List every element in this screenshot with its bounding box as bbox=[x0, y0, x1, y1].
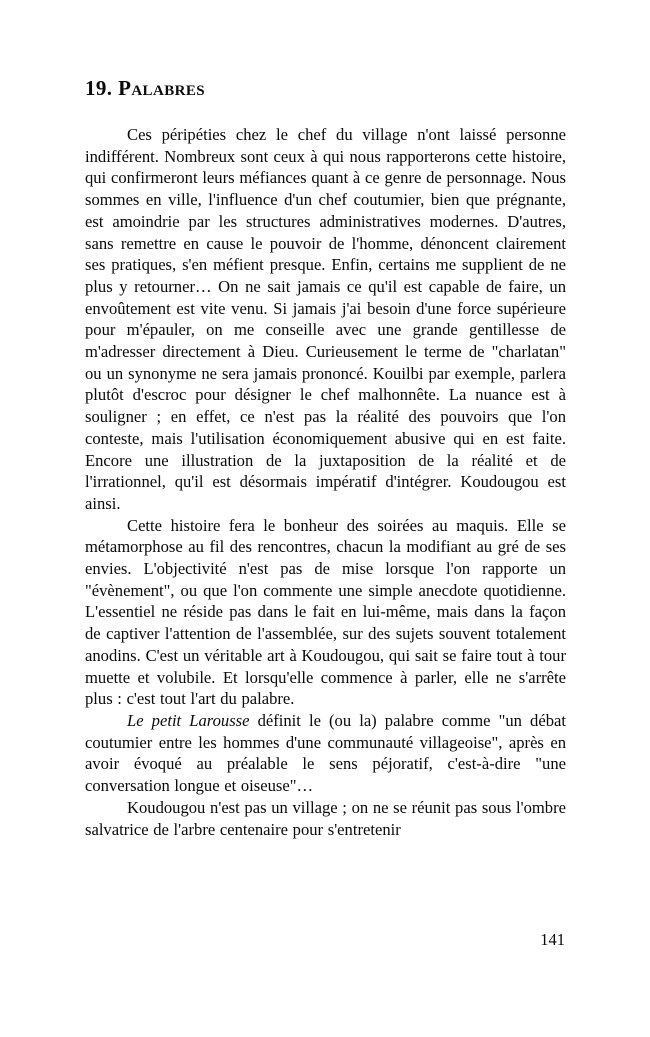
body-text bbox=[85, 124, 566, 840]
paragraph-2: Cette histoire fera le bonheur des soirées au maquis. Elle se métamorphose au fil des rencontres, chacun la modifiant au gré de ses envies. L'objectivité n'est pas de mise lorsque l'on rapporte un "évènement", ou que l'on commente une simple anecdote quotidienne. L'essentiel ne réside pas dans le fait en lui-même, mais dans la façon de captiver l'attention de l'assemblée, sur des sujets souvent totalement anodins. C'est un véritable art à Koudougou, qui sait se faire tout à tour muette et volubile. Et lorsqu'elle commence à parler, elle ne s'arrête plus : c'est tout l'art du palabre. bbox=[85, 515, 566, 709]
italic-book-title: Le petit Larousse bbox=[127, 710, 250, 730]
chapter-heading: 19. Palabres bbox=[85, 76, 205, 100]
paragraph-1: Ces péripéties chez le chef du village n'ont laissé personne indifférent. Nombreux sont ceux à qui nous rapporterons cette histoire, qui confirmeront leurs méfiances quant à ce genre de personnage. Nous sommes en ville, l'influence d'un chef coutumier, bien que prégnante, est amoindrie par les structures administratives modernes. D'autres, sans remettre en cause le pouvoir de l'homme, dénoncent clairement ses pratiques, s'en méfient presque. Enfin, certains me supplient de ne plus y retourner… On ne sait jamais ce qu'il est capable de faire, un envoûtement est vite venu. Si jamais j'ai besoin d'une force supérieure pour m'épauler, on me conseille avec une grande gentillesse de m'adresser directement à Dieu. Curieusement le terme de "charlatan" ou un synonyme ne sera jamais prononcé. Kouilbi par exemple, parlera plutôt d'escroc pour désigner le chef malhonnête. La nuance est à souligner ; en effet, ce n'est pas la réalité des pouvoirs que l'on conteste, mais l'utilisation économiquement abusive qui en est faite. Encore une illustration de la juxtaposition de la réalité et de l'irrationnel, qu'il est désormais impératif d'intégrer. Koudougou est ainsi. bbox=[85, 125, 566, 513]
paragraph-4: Koudougou n'est pas un village ; on ne se réunit pas sous l'ombre salvatrice de l'arbre centenaire pour s'entretenir bbox=[85, 797, 566, 839]
paragraph-3-rest: définit le (ou la) palabre comme "un débat coutumier entre les hommes d'une communauté villageoise", après en avoir évoqué au préalable le sens péjoratif, c'est-à-dire "une conversation longue et oiseuse"… bbox=[85, 710, 566, 796]
paragraph-3 bbox=[85, 710, 566, 797]
page-number: 141 bbox=[540, 930, 565, 949]
